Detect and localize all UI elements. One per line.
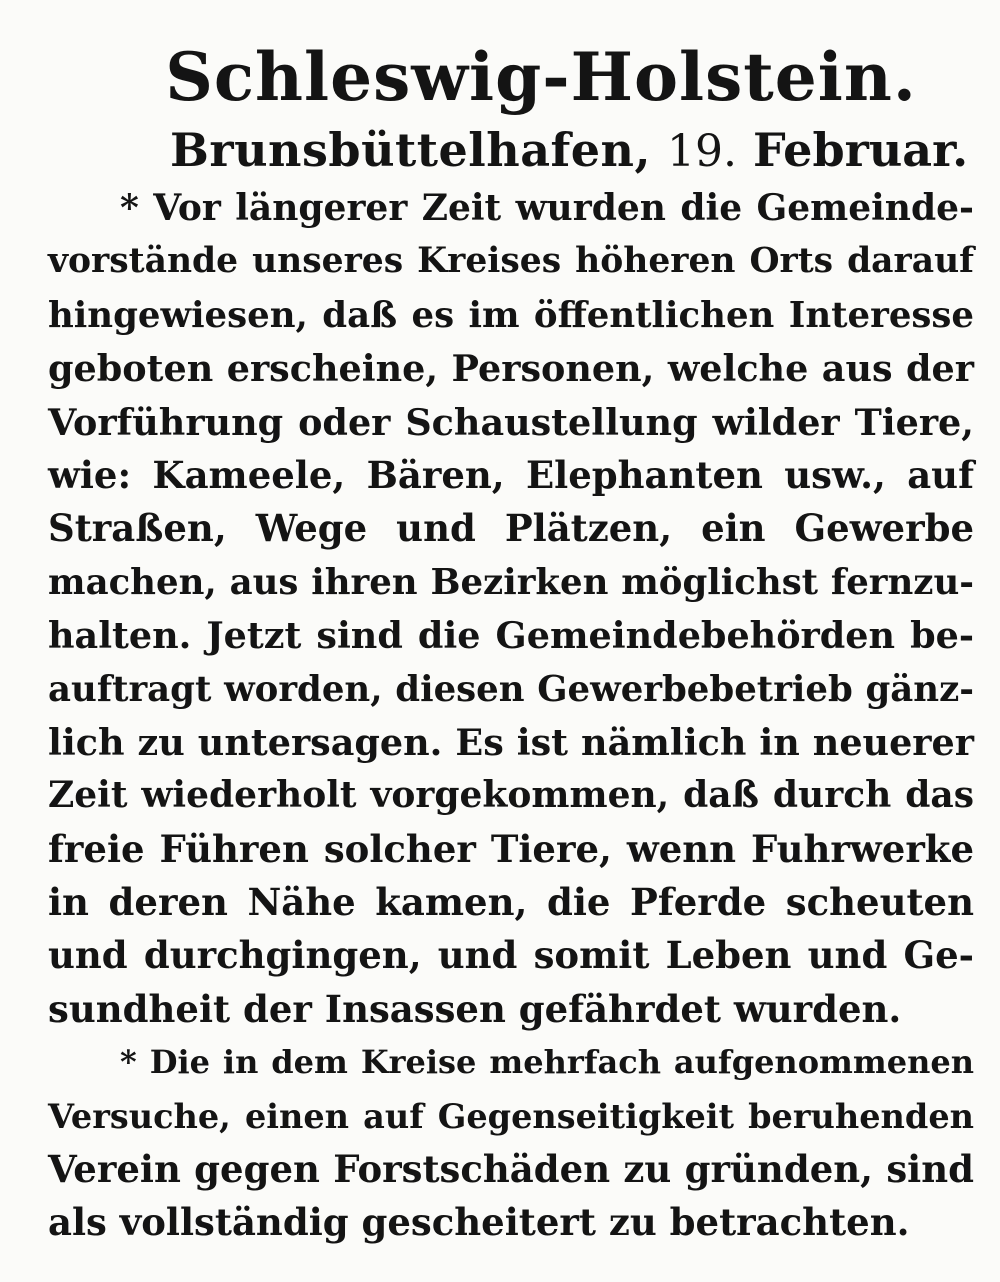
text-line: lich zu untersagen. Es ist nämlich in neuerer [48,720,974,764]
text-line: halten. Jetzt sind die Gemeindebehörden be- [48,614,974,658]
text-line: Vorführung oder Schaustellung wilder Tiere, [48,400,974,444]
text-line: sundheit der Insassen gefährdet wurden. [48,986,902,1031]
dateline [48,118,974,182]
text-line: machen, aus ihren Bezirken möglichst fernzu- [48,561,974,603]
headline: Schleswig-Holstein. [165,38,917,116]
dateline-place: Brunsbüttelhafen, [170,123,652,177]
text-line: vorstände unseres Kreises höheren Orts darauf [48,241,974,282]
text-line: Verein gegen Forstschäden zu gründen, sind [48,1147,974,1192]
article [48,36,974,1250]
text-line: Straßen, Wege und Plätzen, ein Gewerbe [48,506,974,551]
text-line: freie Führen solcher Tiere, wenn Fuhrwerke [48,826,974,871]
text-line: * Vor längerer Zeit wurden die Gemeinde- [120,187,974,229]
text-line: Versuche, einen auf Gegenseitigkeit beruhenden [48,1096,974,1136]
paragraph-2 [48,1036,974,1250]
paragraph-1 [48,182,974,1036]
text-line: * Die in dem Kreise mehrfach aufgenommenen [120,1043,974,1082]
dateline-date: 19. [667,126,738,177]
text-line: wie: Kameele, Bären, Elephanten usw., auf [48,452,974,497]
text-line: Zeit wiederholt vorgekommen, daß durch das [48,774,974,817]
text-line: als vollständig gescheitert zu betrachten. [48,1200,910,1245]
dateline-month: Februar. [753,123,969,177]
text-line: auftragt worden, diesen Gewerbebetrieb gänz- [48,668,974,710]
text-line: und durchgingen, und somit Leben und Ge- [48,933,974,978]
text-line: hingewiesen, daß es im öffentlichen Interesse [48,294,974,336]
text-line: in deren Nähe kamen, die Pferde scheuten [48,880,974,925]
text-line: geboten erscheine, Personen, welche aus der [48,347,974,391]
